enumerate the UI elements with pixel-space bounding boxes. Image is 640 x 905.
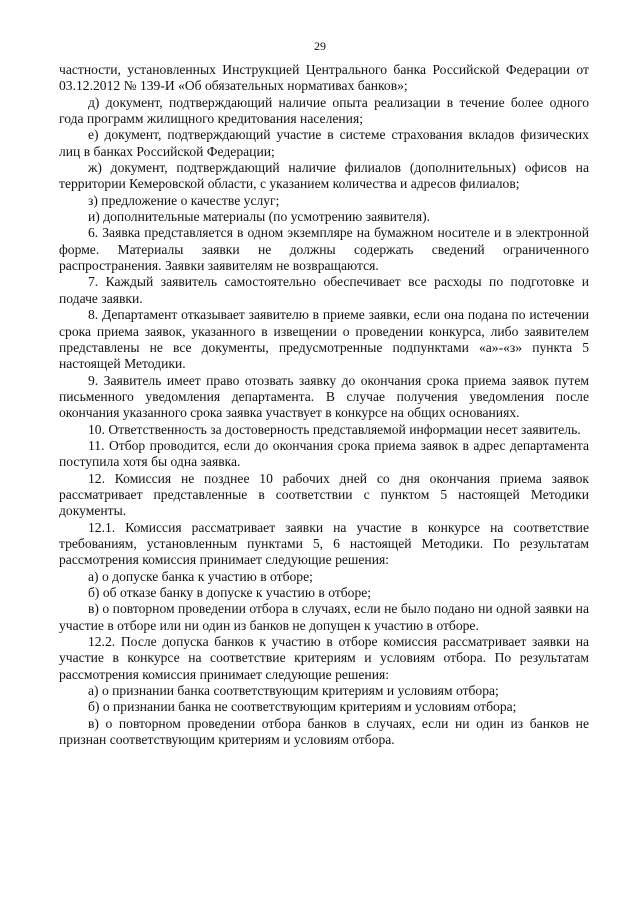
- paragraph: 7. Каждый заявитель самостоятельно обеспечивает все расходы по подготовке и подаче заявки.: [59, 274, 589, 306]
- paragraph: е) документ, подтверждающий участие в системе страхования вкладов физических лиц в банках Российской Федерации;: [59, 127, 589, 159]
- paragraph: в) о повторном проведении отбора в случаях, если не было подано ни одной заявки на участие в отборе или ни один из банков не допущен к участию в отборе.: [59, 601, 589, 633]
- page-number: 29: [314, 39, 326, 53]
- paragraph: в) о повторном проведении отбора банков в случаях, если ни один из банков не признан соответствующим критериям и условиям отбора.: [59, 715, 589, 748]
- paragraph: 9. Заявитель имеет право отозвать заявку до окончания срока приема заявок путем письменного уведомления департамента. В случае получения уведомления после окончания указанного срока заявка участвует в конкурсе на общих основаниях.: [59, 372, 589, 421]
- paragraph: частности, установленных Инструкцией Центрального банка Российской Федерации от 03.12.2012 № 139-И «Об обязательных нормативах банков»;: [59, 62, 589, 94]
- paragraph: 11. Отбор проводится, если до окончания срока приема заявок в адрес департамента поступила хотя бы одна заявка.: [59, 437, 589, 470]
- paragraph: б) о признании банка не соответствующим критериям и условиям отбора;: [88, 699, 517, 715]
- paragraph: а) о допуске банка к участию в отборе;: [88, 568, 313, 584]
- paragraph: 8. Департамент отказывает заявителю в приеме заявки, если она подана по истечении срока приема заявок, указанного в извещении о проведении конкурса, либо заявителем представлены не все документы, предусмотренные подпунктами «а»-«з» пункта 5 настоящей Методики.: [59, 307, 589, 372]
- paragraph: 12.2. После допуска банков к участию в отборе комиссия рассматривает заявки на участие в конкурсе на соответствие критериям и условиям отбора. По результатам рассмотрения комиссия принимает следующие решения:: [59, 634, 589, 682]
- paragraph: 6. Заявка представляется в одном экземпляре на бумажном носителе и в электронной форме. Материалы заявки не должны содержать сведений ограниченного распространения. Заявки заявителям не возвращаются.: [59, 225, 589, 274]
- paragraph: 12.1. Комиссия рассматривает заявки на участие в конкурсе на соответствие требованиям, установленным пунктами 5, 6 настоящей Методики. По результатам рассмотрения комиссия принимает следующие решения:: [59, 519, 589, 568]
- paragraph: ж) документ, подтверждающий наличие филиалов (дополнительных) офисов на территории Кемеровской области, с указанием количества и адресов филиалов;: [59, 160, 589, 192]
- paragraph: 10. Ответственность за достоверность представляемой информации несет заявитель.: [88, 421, 581, 437]
- paragraph: и) дополнительные материалы (по усмотрению заявителя).: [88, 209, 431, 225]
- paragraph: а) о признании банка соответствующим критериям и условиям отбора;: [88, 683, 499, 699]
- paragraph: д) документ, подтверждающий наличие опыта реализации в течение более одного года программ жилищного кредитования населения;: [59, 94, 589, 127]
- paragraph: 12. Комиссия не позднее 10 рабочих дней со дня окончания приема заявок рассматривает представленные в соответствии с пунктом 5 настоящей Методики документы.: [59, 470, 589, 519]
- paragraph: б) об отказе банку в допуске к участию в отборе;: [88, 585, 372, 600]
- document-body: [59, 62, 589, 748]
- paragraph: з) предложение о качестве услуг;: [88, 192, 280, 208]
